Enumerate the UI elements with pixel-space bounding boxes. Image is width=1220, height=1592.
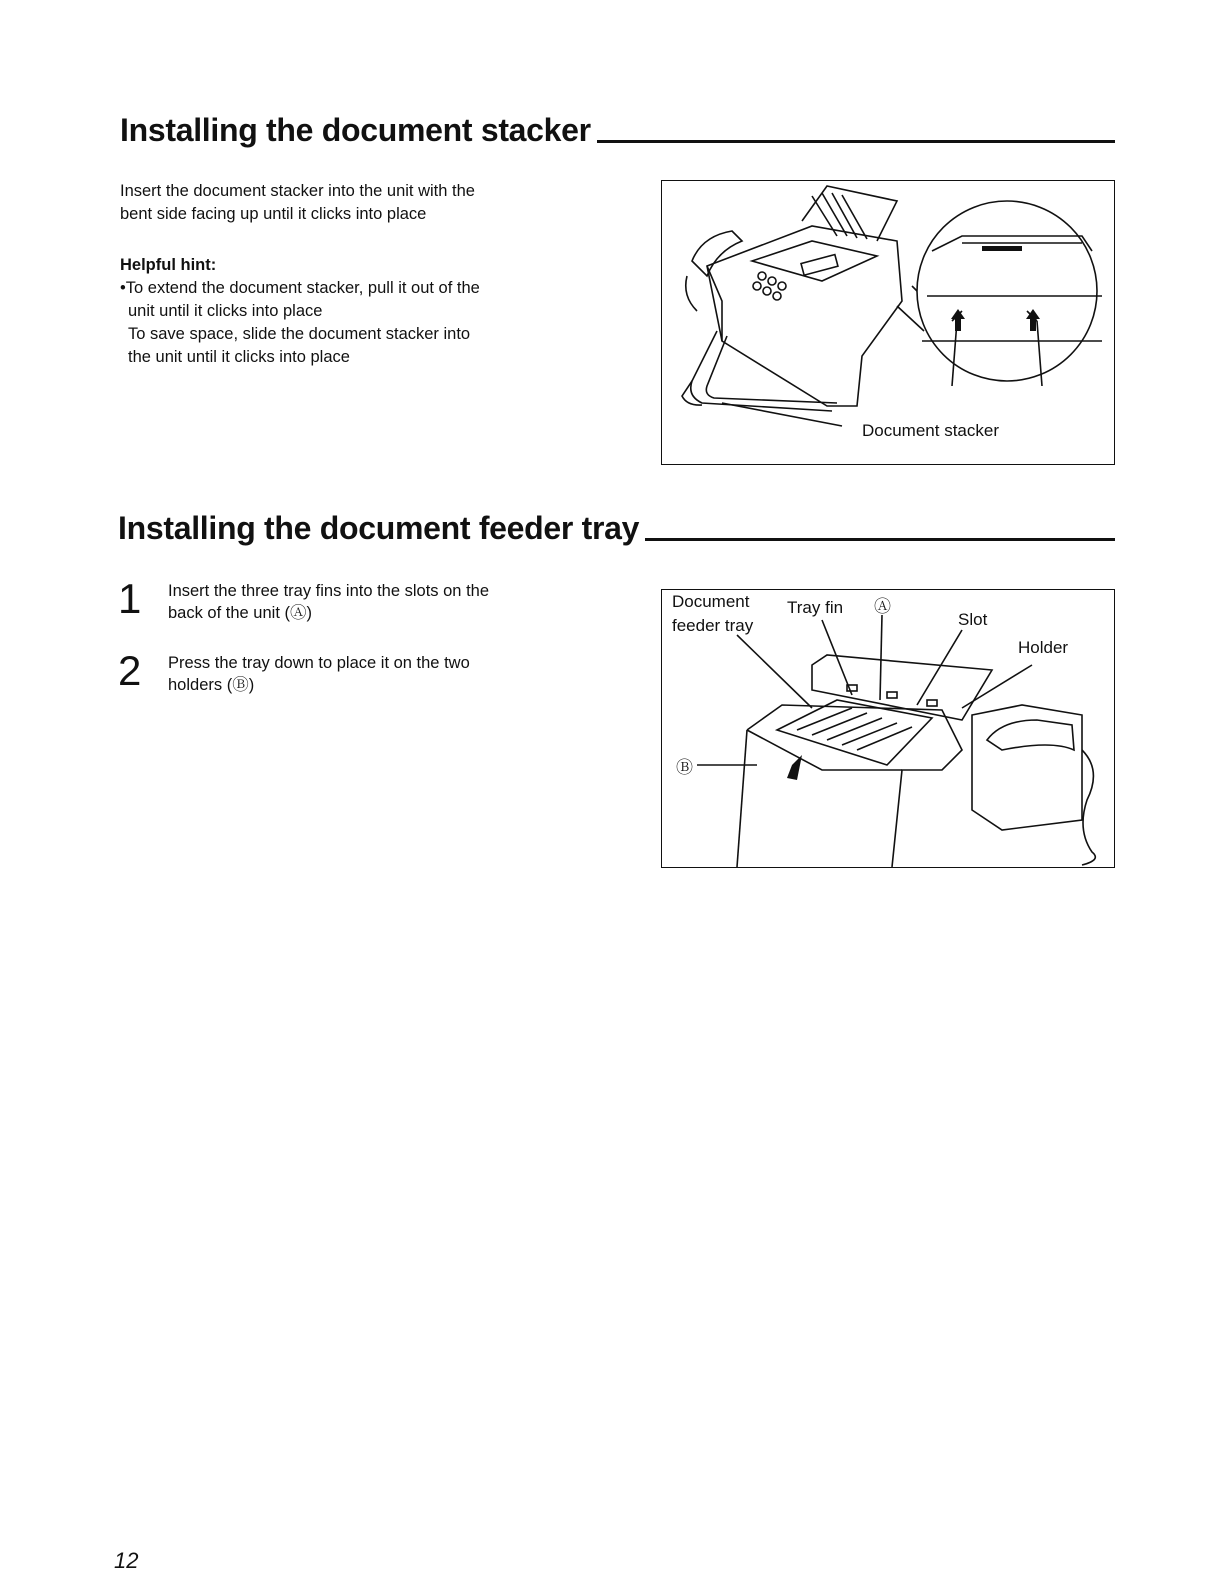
section-heading-feeder-tray xyxy=(118,510,1115,547)
step-text xyxy=(168,652,588,696)
step-number: 2 xyxy=(118,647,142,694)
slot-label: Slot xyxy=(958,610,988,629)
heading-text: Installing the document stacker xyxy=(120,112,591,148)
step-line: Press the tray down to place it on the two xyxy=(168,654,470,672)
helpful-hint xyxy=(120,254,590,369)
hint-line: •To extend the document stacker, pull it out of the xyxy=(120,279,480,297)
instruction-line: bent side facing up until it clicks into place xyxy=(120,205,427,223)
hint-line: the unit until it clicks into place xyxy=(128,348,350,366)
hint-line: unit until it clicks into place xyxy=(128,302,323,320)
step-number: 1 xyxy=(118,575,142,622)
instruction-line: Insert the document stacker into the unit with the xyxy=(120,182,475,200)
label-line: Document xyxy=(672,592,750,611)
tray-fin-label: Tray fin xyxy=(787,598,844,617)
label-line: feeder tray xyxy=(672,616,754,635)
step-line: back of the unit (Ⓐ) xyxy=(168,604,312,622)
step-text xyxy=(168,580,588,624)
document-feeder-tray-label xyxy=(672,590,753,638)
hint-title: Helpful hint: xyxy=(120,256,217,274)
holder-label: Holder xyxy=(1018,638,1069,657)
marker-a-label: Ⓐ xyxy=(874,597,891,616)
heading-text: Installing the document feeder tray xyxy=(118,510,640,546)
heading-rule xyxy=(645,538,1115,541)
marker-b-label: Ⓑ xyxy=(676,758,693,777)
page-number: 12 xyxy=(114,1548,139,1573)
hint-line: To save space, slide the document stacker into xyxy=(128,325,471,343)
feeder-tray-figure xyxy=(661,589,1115,868)
stacker-instructions xyxy=(120,180,590,226)
document-stacker-figure xyxy=(661,180,1115,465)
section-heading-document-stacker xyxy=(120,112,1115,149)
document-stacker-label: Document stacker xyxy=(862,421,999,440)
step-line: Insert the three tray fins into the slots on the xyxy=(168,582,490,600)
heading-rule xyxy=(597,140,1115,143)
step-line: holders (Ⓑ) xyxy=(168,676,255,694)
